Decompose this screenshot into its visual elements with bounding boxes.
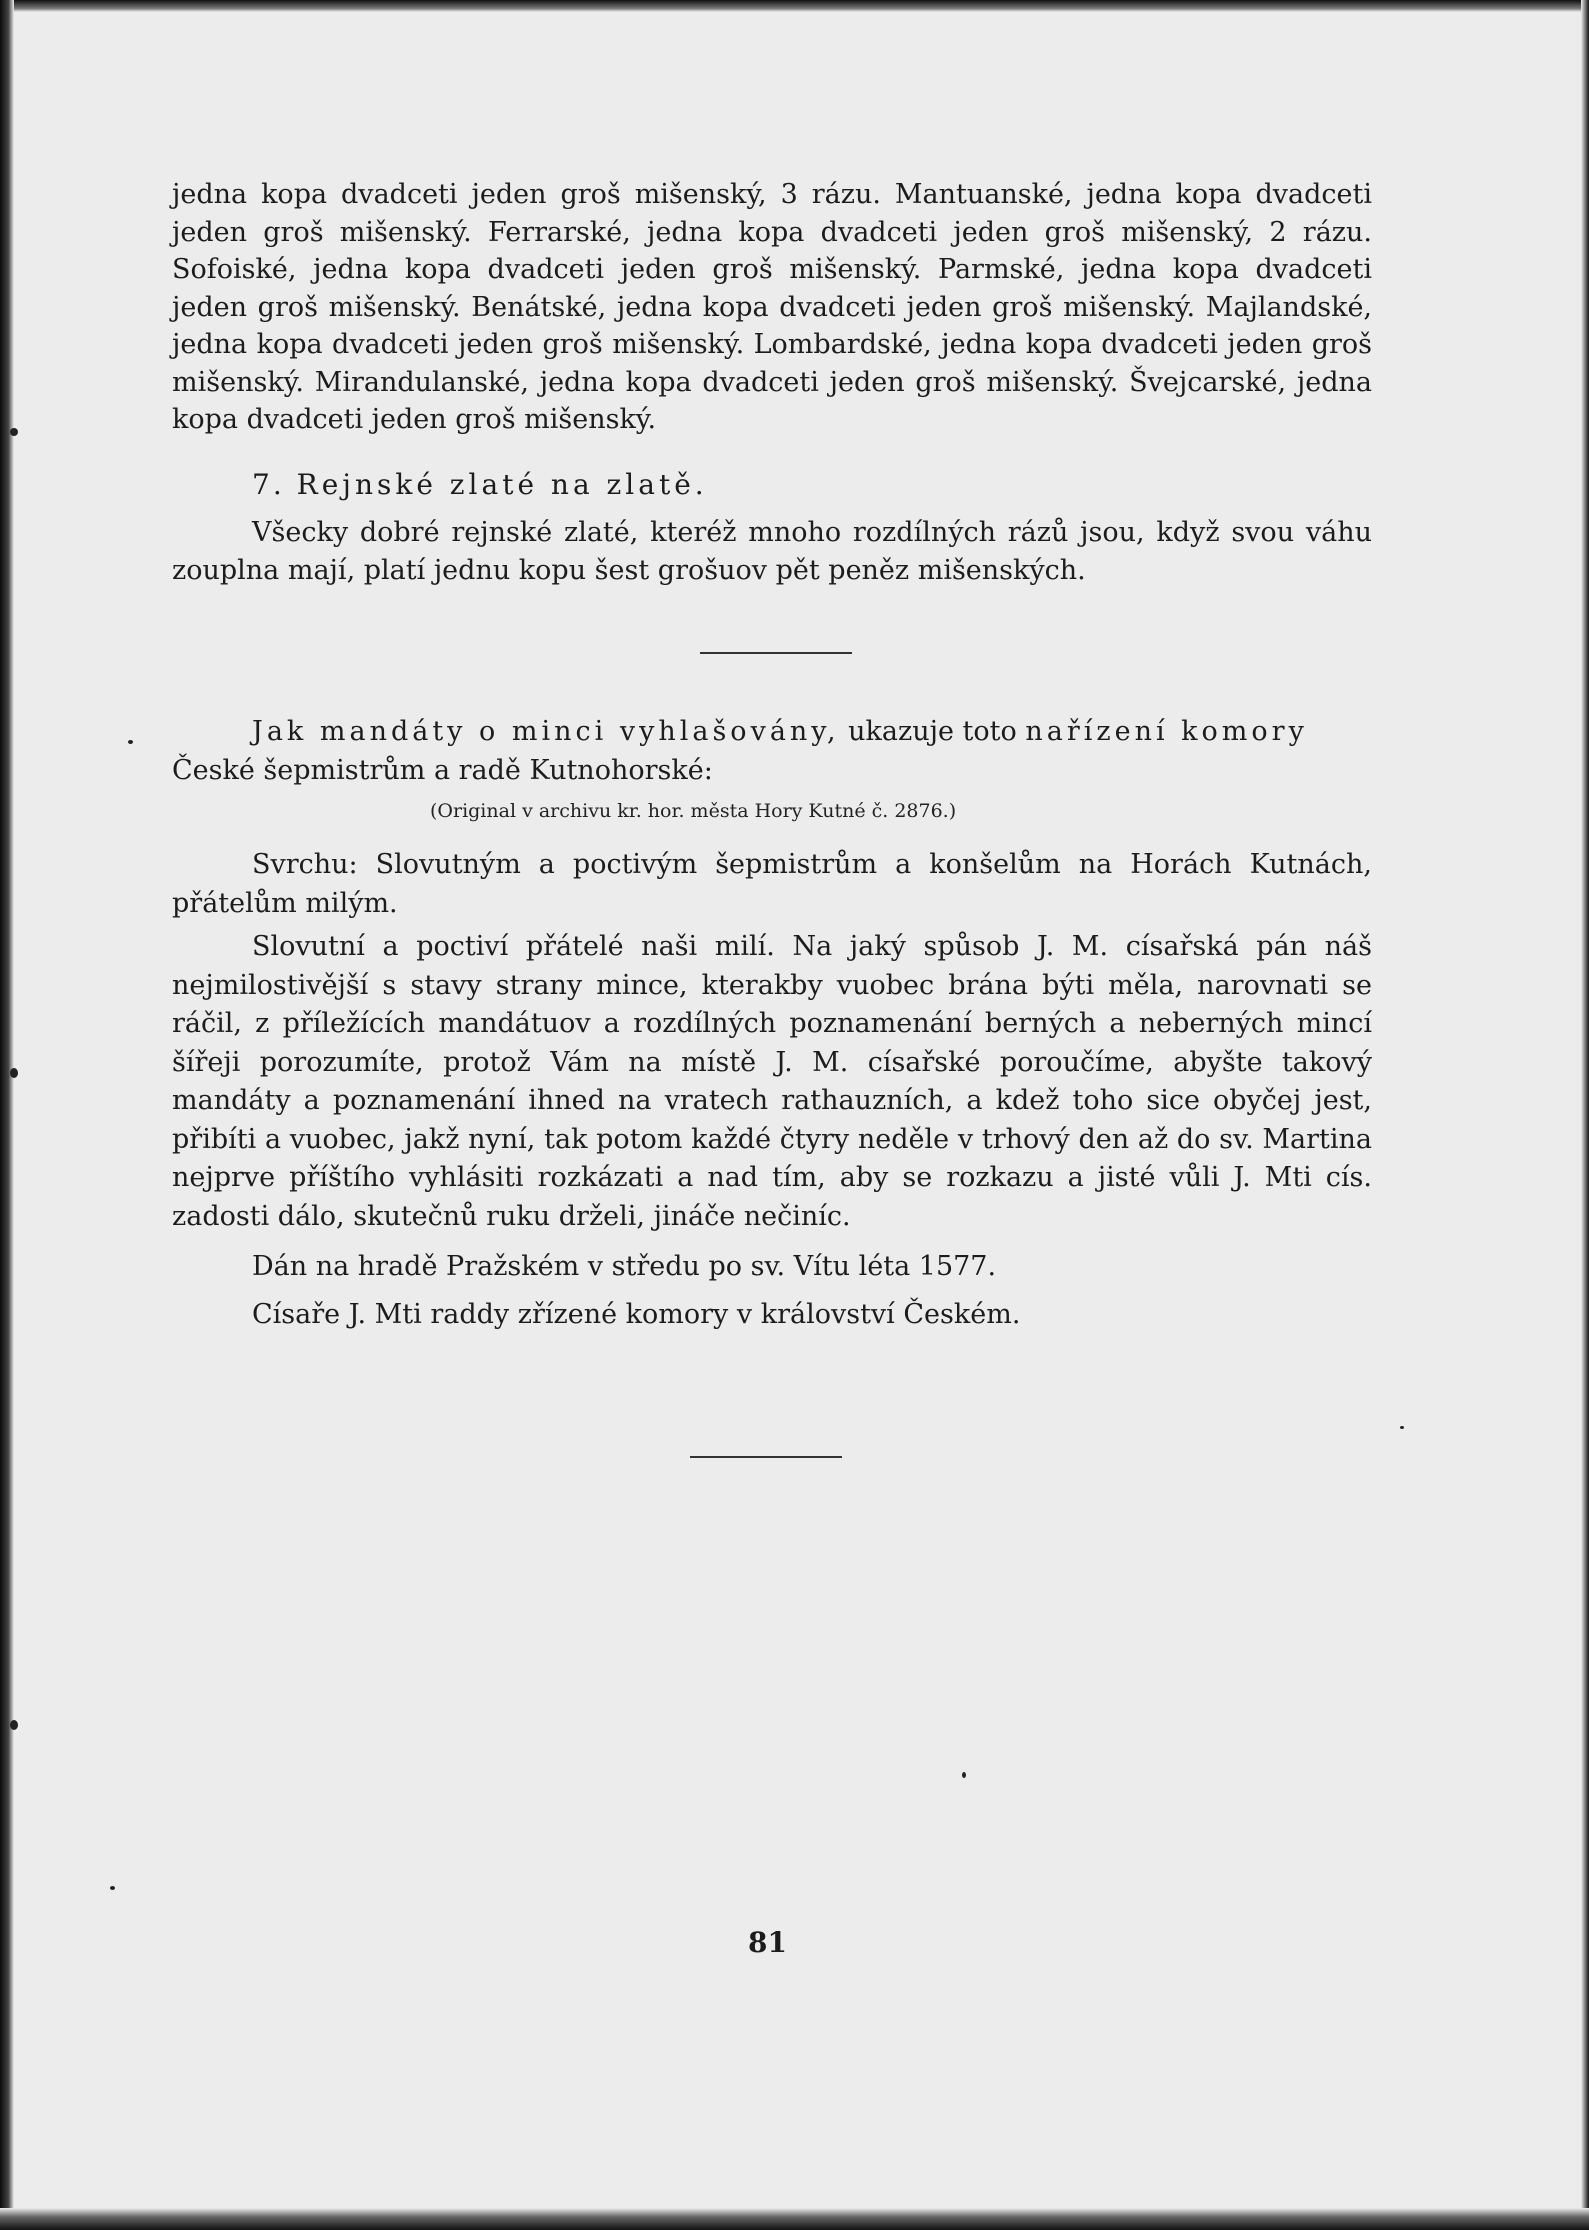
scan-mark: [10, 1720, 18, 1730]
closing-divider: [690, 1456, 842, 1458]
archive-source-note: (Original v archivu kr. hor. města Hory Kutné č. 2876.): [430, 800, 957, 822]
heading-title: Rejnské zlaté na zlatě.: [296, 468, 708, 501]
scan-mark: [10, 1068, 18, 1078]
scan-mark: [128, 740, 133, 744]
mandate-date: Dán na hradě Pražském v středu po sv. Vítu léta 1577.: [252, 1251, 997, 1282]
mandate-intro: [172, 713, 1372, 790]
paragraph-rhenish-gold: Všecky dobré rejnské zlaté, kteréž mnoho rozdílných rázů jsou, když svou váhu zouplna mají, platí jednu kopu šest grošuov pět peněz mišenských.: [172, 517, 1372, 586]
mandate-body: Slovutní a poctiví přátelé naši milí. Na jaký spůsob J. M. císařská pán náš nejmilostivější s stavy strany mince, kterakby vuobec brána býti měla, narovnati se ráčil, z příležících mandátuov a rozdílných poznamenání berných a neberných mincí šířeji porozumíte, protož Vám na místě J. M. císařské poroučíme, abyšte takový mandáty a poznamenání ihned na vratech rathauzních, a kdež toho sice obyčej jest, přibíti a vuobec, jakž nyní, tak potom každé čtyry neděle v trhový den až do sv. Martina nejprve příštího vyhlásiti rozkázati a nad tím, aby se rozkazu a jisté vůli J. Mti cís. zadosti dálo, skutečnů ruku drželi, jináče nečiníc.: [172, 931, 1372, 1232]
page-number: 81: [748, 1926, 787, 1959]
mandate-signature: Císaře J. Mti raddy zřízené komory v království Českém.: [252, 1299, 1021, 1330]
scan-mark: [110, 1886, 115, 1890]
scan-mark: [10, 428, 18, 436]
heading-number: 7.: [252, 468, 285, 501]
section-divider: [700, 652, 852, 654]
intro-spaced-1: Jak mandáty o minci vyhlašovány,: [252, 716, 840, 747]
scan-edge-top: [0, 0, 1589, 12]
scan-mark: [962, 1772, 966, 1778]
scan-edge-bottom: [0, 2208, 1589, 2230]
intro-line-2: České šepmistrům a radě Kutnohorské:: [172, 754, 713, 786]
mandate-address: Svrchu: Slovutným a poctivým šepmistrům a konšelům na Horách Kutnách, přátelům milým.: [172, 849, 1372, 919]
scan-edge-right: [1581, 0, 1589, 2230]
intro-middle: ukazuje toto: [839, 716, 1026, 747]
scan-mark: [1400, 1426, 1404, 1429]
paragraph-coin-list: jedna kopa dvadceti jeden groš mišenský, 3 rázu. Mantuanské, jedna kopa dvadceti jeden groš mišenský. Ferrarské, jedna kopa dvadceti jeden groš mišenský, 2 rázu. Sofoiské, jedna kopa dvadceti jeden groš mišenský. Parmské, jedna kopa dvadceti jeden groš mišenský. Benátské, jedna kopa dvadceti jeden groš mišenský. Majlandské, jedna kopa dvadceti jeden groš mišenský. Lombardské, jedna kopa dvadceti jeden groš mišenský. Mirandulanské, jedna kopa dvadceti jeden groš mišenský. Švejcarské, jedna kopa dvadceti jeden groš mišenský.: [172, 179, 1372, 435]
scan-edge-left: [0, 0, 14, 2230]
intro-spaced-2: nařízení komory: [1025, 716, 1308, 747]
section-heading: [252, 468, 708, 501]
